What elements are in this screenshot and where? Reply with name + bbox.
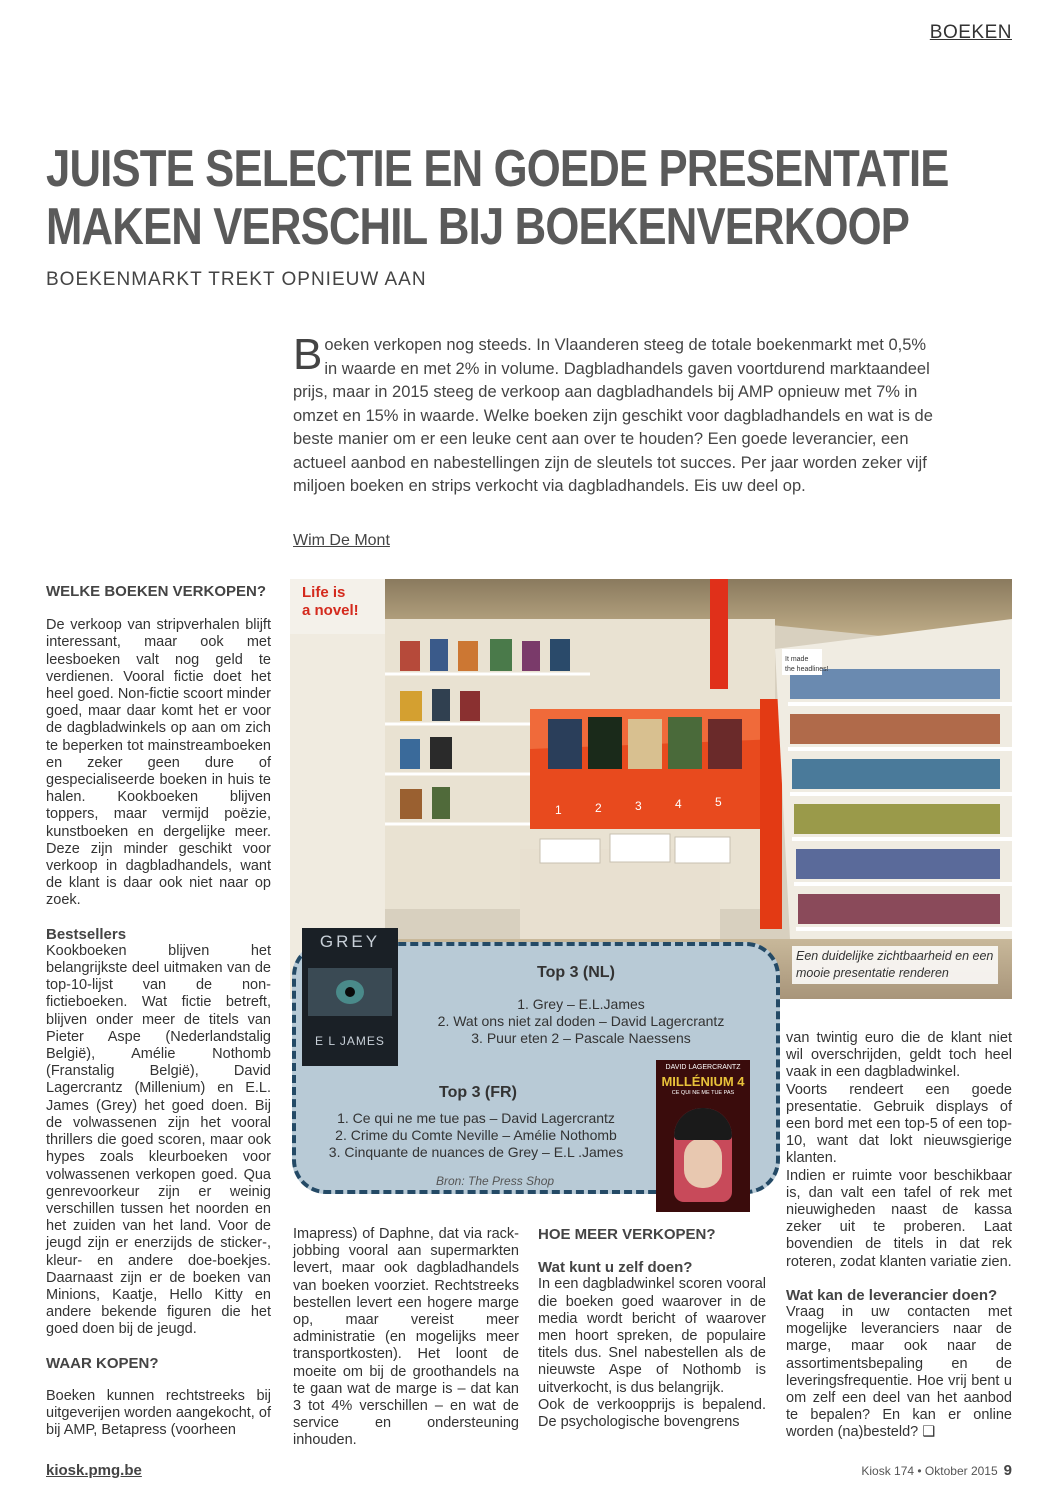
cover-title: GREY xyxy=(319,932,381,951)
list-item: 2. Crime du Comte Neville – Amélie Nothomb xyxy=(335,1127,617,1143)
list-item: 3. Puur eten 2 – Pascale Naessens xyxy=(471,1030,691,1046)
list-item: 1. Grey – E.L.James xyxy=(517,996,645,1012)
book-cover-millenium xyxy=(656,1060,750,1212)
author-byline[interactable]: Wim De Mont xyxy=(293,532,390,549)
cover-author: DAVID LAGERCRANTZ xyxy=(665,1064,741,1071)
page-title xyxy=(46,140,949,256)
face-illustration xyxy=(674,1108,732,1202)
cover-author: E L JAMES xyxy=(315,1034,385,1048)
heading-welke-boeken: WELKE BOEKEN VERKOPEN? xyxy=(46,583,267,600)
title-line-2: MAKEN VERSCHIL BIJ BOEKENVERKOOP xyxy=(46,198,910,256)
paragraph: van twintig euro die de klant niet wil overschrijden, geldt toch heel vaak in een dagbladwinkel. xyxy=(786,1030,1012,1081)
source-note: Bron: The Press Shop xyxy=(436,1174,555,1188)
svg-text:a novel!: a novel! xyxy=(302,602,359,619)
paragraph: Voorts rendeert een goede presentatie. Gebruik displays of een bord met een top-5 of een top-10, want dat lokt nieuwsgierige klanten. xyxy=(786,1081,1012,1167)
paragraph: Ook de verkoopprijs is bepalend. De psychologische bovengrens xyxy=(538,1396,766,1431)
paragraph: In een dagbladwinkel scoren vooral die boeken goed waarover in de media wordt bericht of waarover men hoort spreken, de populaire titels dus. Snel nabestellen als de nieuwste Aspe of Nothomb is uitverkocht, is dus belangrijk. xyxy=(538,1276,766,1396)
top-nl-list xyxy=(396,996,766,1047)
paragraph: Imapress) of Daphne, dat via rack-jobbing vooral aan supermarkten levert, maar ook dagbladhandels van boeken voorziet. Rechtstreeks bestellen levert een hogere marge op, maar vereist meer administratie (en mogelijks meer transportkosten). Het loont de moeite om bij de groothandels na te gaan wat de marge is – dat kan 3 tot 4% verschillen – en wat de service en ondersteuning inhouden. xyxy=(293,1226,519,1449)
svg-text:3: 3 xyxy=(635,799,642,813)
top-fr-heading: Top 3 (FR) xyxy=(439,1084,517,1101)
heading-bestsellers: Bestsellers xyxy=(46,925,127,943)
store-photo xyxy=(290,579,1012,999)
list-item: 2. Wat ons niet zal doden – David Lagercrantz xyxy=(437,1013,725,1029)
column-4 xyxy=(786,1030,1012,1442)
paragraph: Boeken kunnen rechtstreeks bij uitgeverijen worden aangekocht, of bij AMP, Betapress (voorheen xyxy=(46,1387,271,1439)
heading-wat-kan-leverancier: Wat kan de leverancier doen? xyxy=(786,1286,998,1304)
column-3 xyxy=(538,1226,766,1431)
top-nl-heading: Top 3 (NL) xyxy=(537,964,615,981)
svg-text:5: 5 xyxy=(715,795,722,809)
svg-text:It made: It made xyxy=(785,656,809,663)
svg-text:4: 4 xyxy=(675,797,682,811)
intro-text: oeken verkopen nog steeds. In Vlaanderen steeg de totale boekenmarkt met 0,5% in waarde en met 2% in volume. Dagbladhandels gaven voortdurend marktaandeel prijs, maar in 2015 steeg de verkoop aan dagbladhandels bij AMP opnieuw met 7% in omzet en 15% in waarde. Welke boeken zijn geschikt voor dagbladhandels en wat is de beste manier om er een leuke cent aan over te houden? Een goede leverancier, een actueel aanbod en nabestellingen zijn de sleutels tot succes. Per jaar worden zeker vijf miljoen boeken en strips verkocht via dagbladhandels. Eis uw deel op. xyxy=(293,336,933,495)
svg-text:1: 1 xyxy=(555,803,562,817)
issue-label: Kiosk 174 • Oktober 2015 xyxy=(861,1464,998,1478)
svg-text:the headlines!: the headlines! xyxy=(785,666,829,673)
footer-issue xyxy=(861,1462,1012,1479)
heading-waar-kopen: WAAR KOPEN? xyxy=(46,1354,159,1372)
heading-wat-kunt-u-doen: Wat kunt u zelf doen? xyxy=(538,1259,693,1277)
paragraph: Kookboeken blijven het belangrijkste deel uitmaken van de top-10-lijst van de non-fictieboeken. Wat fictie betreft, blijven onder meer de titels van Pieter Aspe (Nederlandstalig België), Amélie Nothomb (Franstalig België), David Lagercrantz (Millenium) en E.L. James (Grey) het goed doen. Bij de volwassenen zijn het vooral thrillers die goed scoren, maar ook hypes zoals kleurboeken voor volwassenen verkopen goed. Qua genrevoorkeur zijn er weinig verschillen tussen het noorden en het zuiden van het land. Voor de jeugd zijn er enerzijds de sticker-, kleur- en andere doe-boekjes. Daarnaast zijn er de boeken van Minions, Kaatje, Hello Kitty en andere bekende figuren die het goed doen bij de jeugd. xyxy=(46,942,271,1338)
top-fr-list xyxy=(306,1110,646,1161)
heading-hoe-meer-verkopen: HOE MEER VERKOPEN? xyxy=(538,1226,716,1243)
cover-subtitle: CE QUI NE ME TUE PAS xyxy=(671,1090,735,1096)
paragraph: Vraag in uw contacten met mogelijke leveranciers naar de marge, maar ook naar de assortimentsbepaling en de leveringsfrequentie. Hoe vrij bent u om zelf een deel van het aanbod te bepalen? En kan er online worden (na)besteld? ❑ xyxy=(786,1304,1012,1441)
list-item: 1. Ce qui ne me tue pas – David Lagercrantz xyxy=(337,1110,615,1126)
section-label: BOEKEN xyxy=(929,22,1012,43)
svg-text:2: 2 xyxy=(595,801,602,815)
title-line-1: JUISTE SELECTIE EN GOEDE PRESENTATIE xyxy=(46,140,949,198)
paragraph: Indien er ruimte voor beschikbaar is, dan valt een tafel of rek met nieuwigheden naast de kassa zeker uit te proberen. Laat bovendien de titels in dat rek roteren, zodat klanten variatie zien. xyxy=(786,1167,1012,1270)
paragraph: De verkoop van stripverhalen blijft interessant, maar ook met leesboeken valt nog geld te verdienen. Vooral fictie doet het heel goed. Non-fictie scoort minder goed, maar daar komt het er voor de dagbladwinkels op aan om zich te beperken tot mainstreamboeken en zeker geen dure of gespecialiseerde boeken in huis te halen. Kookboeken blijven toppers, maar vermijd poëzie, kunstboeken en dergelijke meer. Deze zijn minder geschikt voor verkoop in dagbladhandels, want de klant is daar ook niet naar op zoek. xyxy=(46,617,271,909)
photo-sign-text: Life is xyxy=(302,584,346,601)
list-item: 3. Cinquante de nuances de Grey – E.L .James xyxy=(328,1144,624,1160)
subtitle: BOEKENMARKT TREKT OPNIEUW AAN xyxy=(46,269,427,290)
intro-paragraph xyxy=(293,330,943,499)
column-1 xyxy=(46,583,271,1439)
footer-site-link[interactable]: kiosk.pmg.be xyxy=(46,1462,142,1479)
store-photo-image xyxy=(290,579,1012,999)
photo-caption: Een duidelijke zichtbaarheid en een mooie presentatie renderen xyxy=(792,946,998,984)
page-number: 9 xyxy=(1003,1462,1012,1479)
column-2 xyxy=(293,1226,519,1450)
drop-cap: B xyxy=(293,330,323,379)
cover-title: MILLÉNIUM 4 xyxy=(661,1074,745,1089)
eye-image xyxy=(308,968,392,1016)
book-cover-grey xyxy=(302,928,398,1066)
